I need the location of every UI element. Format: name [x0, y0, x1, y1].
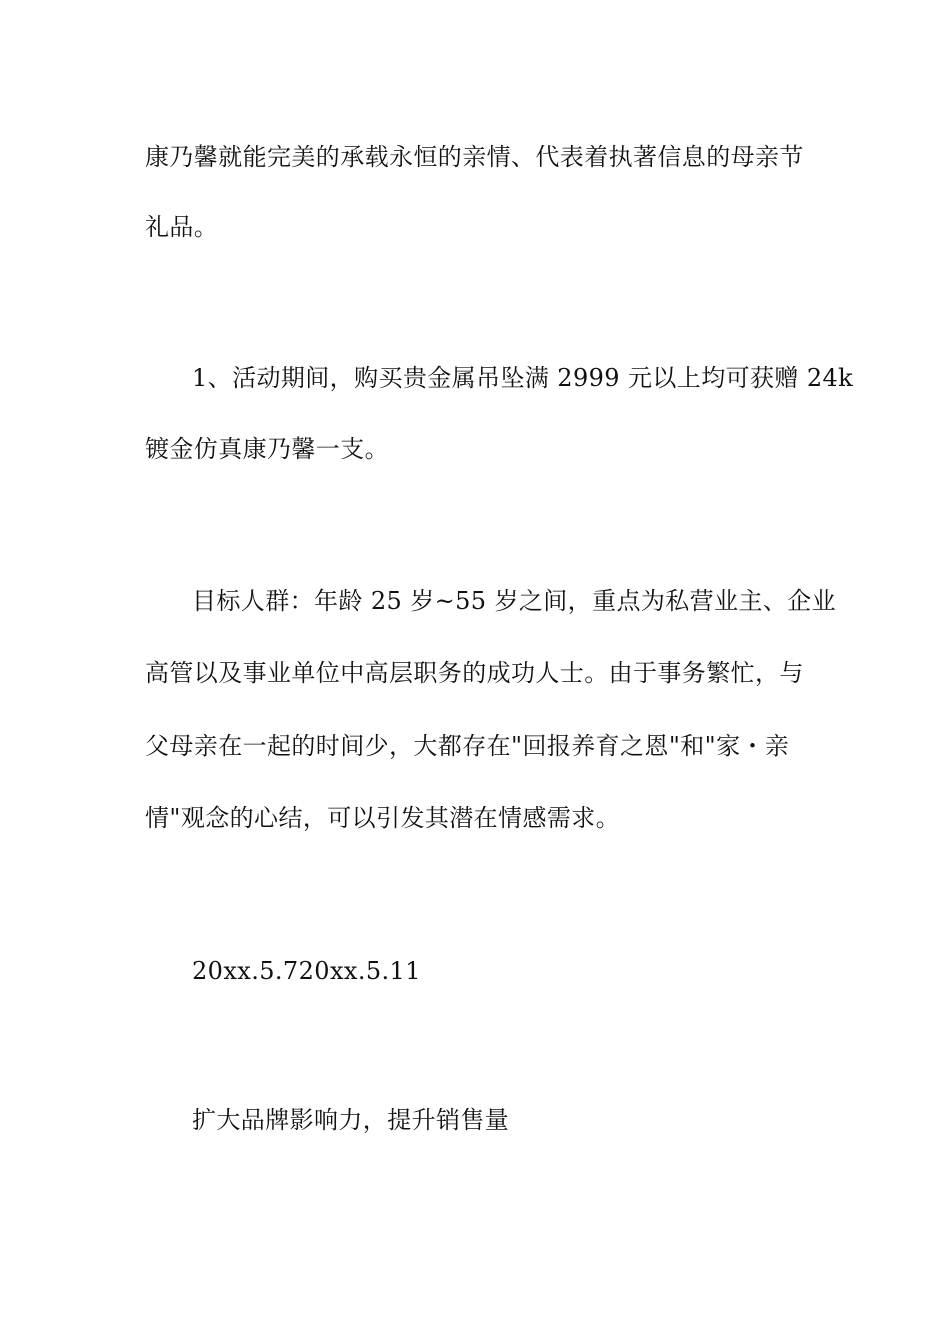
paragraph-2-line-2: 镀金仿真康乃馨一支。 [145, 435, 389, 463]
paragraph-3-line-3: 父母亲在一起的时间少，大都存在"回报养育之恩"和"家・亲 [145, 732, 790, 760]
paragraph-2-line-1: 1、活动期间，购买贵金属吊坠满 2999 元以上均可获赠 24k [192, 364, 854, 392]
paragraph-4-line-1: 20xx.5.720xx.5.11 [192, 957, 421, 985]
paragraph-3-line-1: 目标人群：年龄 25 岁~55 岁之间，重点为私营业主、企业 [192, 587, 837, 615]
paragraph-5-line-1: 扩大品牌影响力，提升销售量 [192, 1106, 510, 1134]
paragraph-1-line-1: 康乃馨就能完美的承载永恒的亲情、代表着执著信息的母亲节 [145, 143, 804, 171]
paragraph-3-line-4: 情"观念的心结，可以引发其潜在情感需求。 [145, 804, 621, 832]
paragraph-1-line-2: 礼品。 [145, 213, 219, 241]
paragraph-3-line-2: 高管以及事业单位中高层职务的成功人士。由于事务繁忙，与 [145, 659, 804, 687]
